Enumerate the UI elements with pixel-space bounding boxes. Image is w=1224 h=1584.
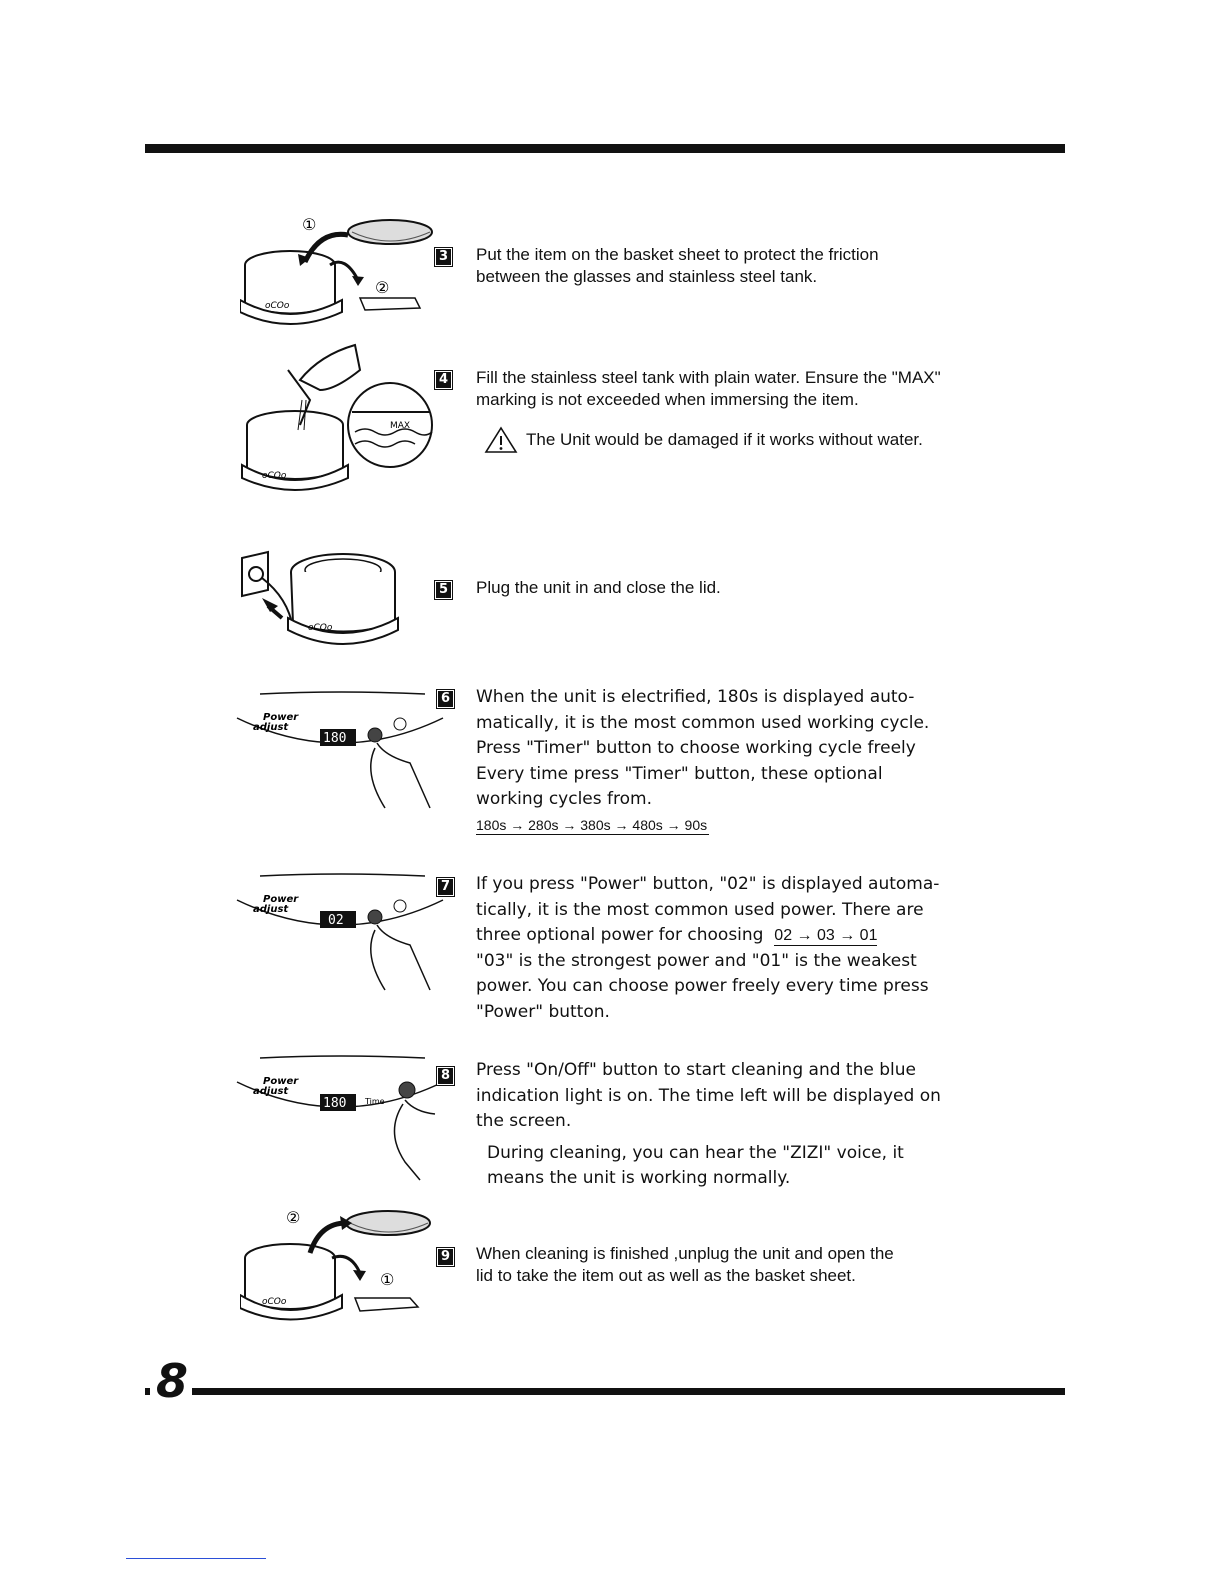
step-3-text: [476, 244, 879, 288]
step-4-line: marking is not exceeded when immersing the item.: [476, 390, 859, 409]
step-6-line: When the unit is electrified, 180s is displayed auto-: [476, 687, 915, 707]
svg-text:oCOo: oCOo: [262, 1297, 287, 1307]
step-7-line: power. You can choose power freely every time press: [476, 976, 929, 996]
plug-in-illustration: [238, 548, 408, 660]
step-8-note-line: During cleaning, you can hear the "ZIZI" voice, it: [487, 1142, 904, 1163]
svg-text:oCOo: oCOo: [262, 471, 287, 481]
step-6-line: Press "Timer" button to choose working cycle freely: [476, 738, 916, 758]
step-7-line: tically, it is the most common used power. There are: [476, 899, 924, 920]
step-6-line: working cycles from.: [476, 789, 652, 809]
step-4-text: [476, 367, 941, 454]
step-8-line: Press "On/Off" button to start cleaning and the blue: [476, 1060, 916, 1080]
top-rule: [145, 144, 1065, 153]
step-badge-5: 5: [434, 580, 453, 600]
panel-adjust-label: adjust: [253, 1086, 289, 1097]
step-badge-6: 6: [436, 689, 455, 709]
step-5-line: Plug the unit in and close the lid.: [476, 578, 721, 597]
remove-item-illustration: [240, 1203, 440, 1331]
page-number: 8: [150, 1358, 192, 1404]
svg-text:oCOo: oCOo: [308, 623, 333, 633]
onoff-panel-illustration: [235, 1052, 455, 1182]
step-badge-4: 4: [434, 370, 453, 390]
step-6-line: Every time press "Timer" button, these optional: [476, 763, 883, 784]
step-4-warning: The Unit would be damaged if it works without water.: [526, 430, 923, 449]
step-8-text: [476, 1058, 941, 1192]
step-badge-8: 8: [436, 1066, 455, 1086]
panel-adjust-label: adjust: [253, 722, 289, 733]
circled-one-label: ①: [302, 215, 317, 234]
step-3-line: Put the item on the basket sheet to protect the friction: [476, 245, 879, 264]
footer-link-underline: [126, 1558, 266, 1559]
circled-two-label: ②: [286, 1208, 301, 1227]
panel-power-label: Power: [263, 894, 299, 905]
timer-cycle-sequence: 180s → 280s → 380s → 480s → 90s: [476, 816, 708, 833]
panel-power-label: Power: [263, 1076, 299, 1087]
step-8-line: indication light is on. The time left will be displayed on: [476, 1085, 941, 1106]
step-3-line: between the glasses and stainless steel tank.: [476, 267, 818, 286]
circled-one-label: ①: [380, 1270, 395, 1289]
fill-water-illustration: [240, 340, 440, 500]
step-8-line: the screen.: [476, 1111, 572, 1131]
step-7-line: If you press "Power" button, "02" is displayed automa-: [476, 874, 940, 894]
step-badge-9: 9: [436, 1247, 455, 1267]
step-9-line: When cleaning is finished ,unplug the unit and open the: [476, 1244, 894, 1263]
panel-display-02: 02: [328, 913, 344, 928]
panel-display-180: 180: [323, 731, 347, 746]
svg-text:oCOo: oCOo: [265, 301, 290, 311]
bottom-rule: [145, 1388, 1065, 1395]
panel-time-label: Time: [365, 1097, 385, 1106]
warning-triangle-icon: [484, 426, 518, 454]
step-9-line: lid to take the item out as well as the basket sheet.: [476, 1266, 856, 1285]
timer-panel-illustration: [235, 688, 445, 813]
max-marking-label: MAX: [390, 421, 411, 431]
step-7-line: three optional power for choosing: [476, 925, 764, 945]
step-badge-7: 7: [436, 877, 455, 897]
step-7-line: "03" is the strongest power and "01" is the weakest: [476, 950, 917, 971]
panel-display-180: 180: [323, 1096, 347, 1111]
step-badge-3: 3: [434, 247, 453, 267]
step-7-line: "Power" button.: [476, 1001, 610, 1022]
power-panel-illustration: [235, 870, 445, 995]
circled-two-label: ②: [375, 278, 390, 297]
step-7-text: [476, 872, 939, 1025]
step-5-text: [476, 577, 721, 599]
step-4-line: Fill the stainless steel tank with plain water. Ensure the "MAX": [476, 368, 941, 387]
panel-power-label: Power: [263, 712, 299, 723]
basket-insert-illustration: [240, 210, 440, 330]
step-8-note-line: means the unit is working normally.: [487, 1168, 791, 1188]
power-level-sequence: 02 → 03 → 01: [774, 927, 878, 944]
step-6-text: [476, 685, 929, 838]
step-6-line: matically, it is the most common used working cycle.: [476, 712, 930, 733]
step-9-text: [476, 1243, 894, 1287]
panel-adjust-label: adjust: [253, 904, 289, 915]
